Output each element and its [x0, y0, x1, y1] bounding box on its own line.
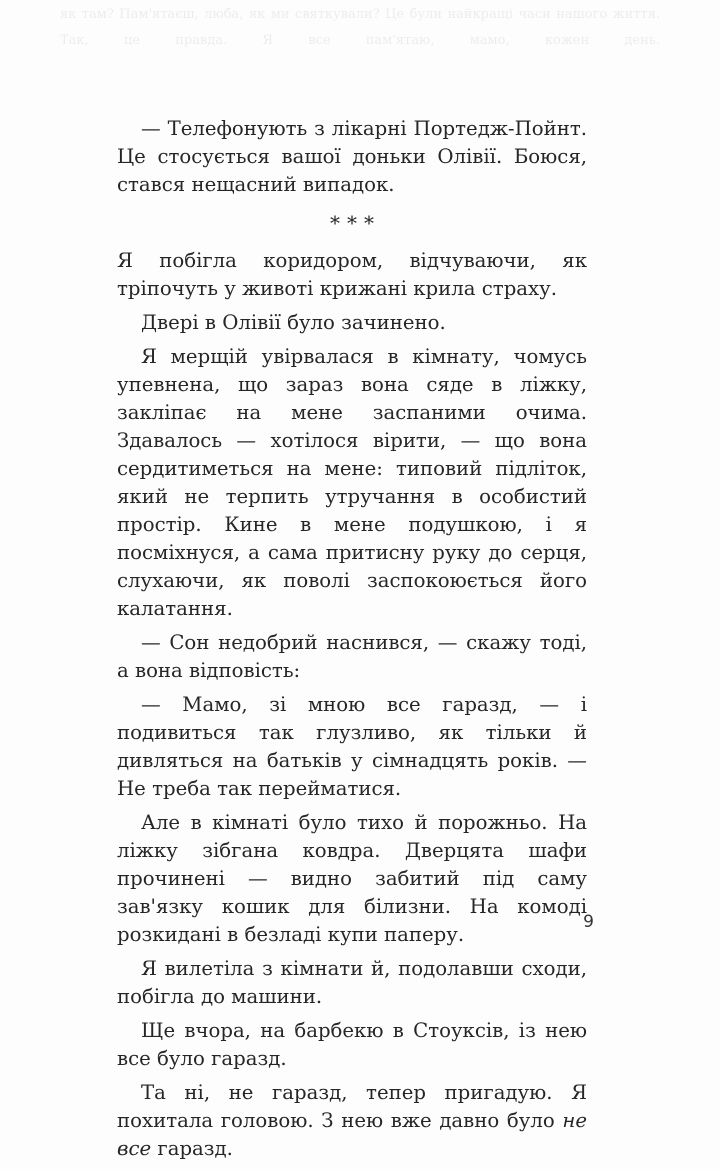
bleed-through-line-2: Так, це правда. Я все пам'ятаю, мамо, кожен день. [60, 33, 660, 48]
paragraph-mom-reply: — Мамо, зі мною все гаразд, — і подивиться так глузливо, як тільки й дивляться на батьків у сімнадцять років. — Не треба так перейматися. [117, 693, 587, 800]
paragraph-bad-dream: — Сон недобрий наснився, — скажу тоді, а вона відповість: [117, 631, 587, 682]
paragraph-door: Двері в Олівії було зачинено. [141, 311, 446, 334]
emphasis-not-all: не все [117, 1109, 587, 1160]
paragraph-not-fine-start: Та ні, не гаразд, тепер пригадую. Я похитала головою. З нею вже давно було [117, 1081, 587, 1132]
paragraph-barbecue: Ще вчора, на барбекю в Стоуксів, із нею все було гаразд. [117, 1019, 587, 1070]
paragraph-phone-call: — Телефонують з лікарні Портедж-Пойнт. Це стосується вашої доньки Олівії. Боюся, стався нещасний випадок. [117, 117, 587, 196]
paragraph-not-fine-end: гаразд. [151, 1137, 233, 1160]
bleed-through-line-1: як там? Пам'ятаєш, люба, як ми святкували? Це були найкращі часи нашого життя. [60, 7, 660, 22]
paragraph-empty-room: Але в кімнаті було тихо й порожньо. На ліжку зібгана ковдра. Дверцята шафи прочинені — видно забитий під саму зав'язку кошик для білизни. На комоді розкидані в безладі купи паперу. [117, 811, 587, 946]
paragraph-room-entry: Я мерщій увірвалася в кімнату, чомусь упевнена, що зараз вона сяде в ліжку, закліпає на мене заспаними очима. Здавалось — хотілося вірити, — що вона сердитиметься на мене: типовий підліток, який не терпить утручання в особистий простір. Кине в мене подушкою, і я посміхнуся, а сама притисну руку до серця, слухаючи, як поволі заспокоюється його калатання. [117, 345, 587, 620]
page-text [117, 115, 587, 1169]
page-number: 9 [583, 912, 594, 932]
paragraph-corridor: Я побігла коридором, відчуваючи, як тріпочуть у животі крижані крила страху. [117, 249, 587, 300]
paragraph-to-car: Я вилетіла з кімнати й, подолавши сходи, побігла до машини. [117, 957, 587, 1008]
section-separator: *** [330, 211, 381, 235]
paragraph-not-fine [117, 1079, 587, 1163]
